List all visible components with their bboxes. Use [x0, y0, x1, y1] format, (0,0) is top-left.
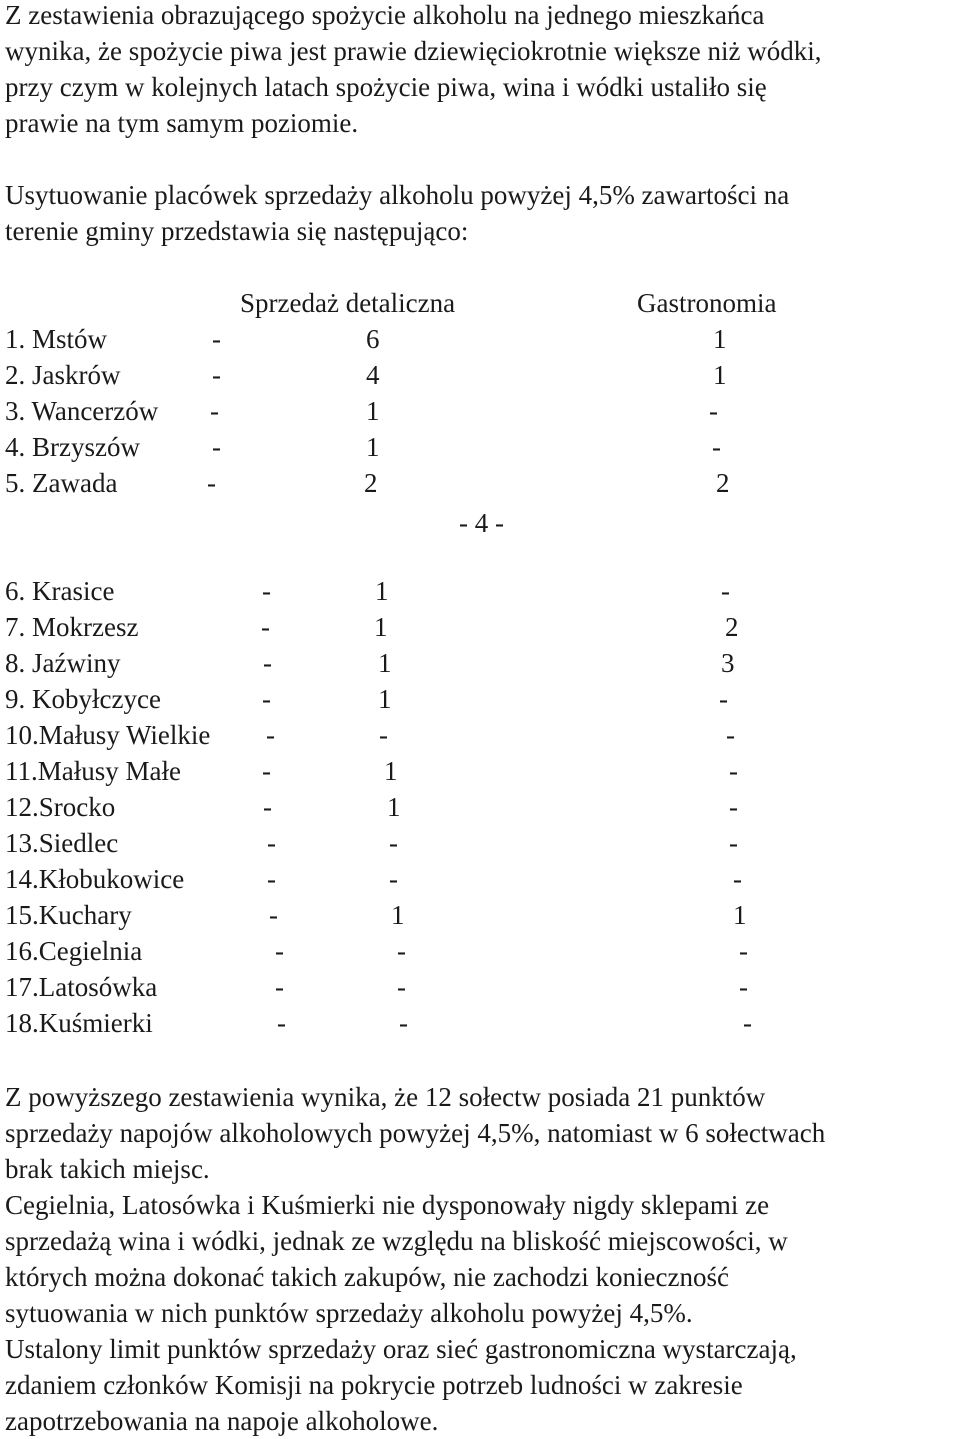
conclusion-line-8: Ustalony limit punktów sprzedaży oraz sieć gastronomiczna wystarczają, [5, 1334, 797, 1364]
page-number: - 4 - [459, 508, 504, 538]
row-gastronomy-count: 1 [713, 324, 727, 354]
row-gastronomy-count: - [712, 432, 721, 462]
row-locality: 3. Wancerzów [5, 396, 159, 426]
row-locality: 16.Cegielnia [5, 936, 143, 966]
conclusion-line-4: Cegielnia, Latosówka i Kuśmierki nie dysponowały nigdy sklepami ze [5, 1190, 770, 1220]
intro-line-3: przy czym w kolejnych latach spożycie piwa, wina i wódki ustaliło się [5, 72, 767, 102]
row-retail-count: - [399, 1008, 408, 1038]
row-retail-count: 1 [374, 612, 388, 642]
conclusion-line-2: sprzedaży napojów alkoholowych powyżej 4,5%, natomiast w 6 sołectwach [5, 1118, 826, 1148]
header-gastronomy: Gastronomia [637, 288, 777, 318]
row-retail-count: 6 [366, 324, 380, 354]
row-separator: - [277, 1008, 286, 1038]
row-separator: - [261, 612, 270, 642]
row-gastronomy-count: - [729, 828, 738, 858]
row-gastronomy-count: - [709, 396, 718, 426]
row-locality: 15.Kuchary [5, 900, 132, 930]
conclusion-line-1: Z powyższego zestawienia wynika, że 12 sołectw posiada 21 punktów [5, 1082, 766, 1112]
row-locality: 6. Krasice [5, 576, 115, 606]
row-gastronomy-count: - [719, 684, 728, 714]
row-separator: - [210, 396, 219, 426]
row-gastronomy-count: 2 [716, 468, 730, 498]
row-gastronomy-count: - [739, 936, 748, 966]
row-locality: 1. Mstów [5, 324, 108, 354]
row-retail-count: - [397, 972, 406, 1002]
row-retail-count: 1 [366, 432, 380, 462]
row-gastronomy-count: - [743, 1008, 752, 1038]
row-gastronomy-count: - [733, 864, 742, 894]
intro-line-2: wynika, że spożycie piwa jest prawie dziewięciokrotnie większe niż wódki, [5, 36, 822, 66]
intro-line-4: prawie na tym samym poziomie. [5, 108, 359, 138]
row-separator: - [212, 432, 221, 462]
row-separator: - [275, 936, 284, 966]
row-separator: - [267, 828, 276, 858]
row-separator: - [212, 324, 221, 354]
row-retail-count: 4 [366, 360, 380, 390]
row-locality: 12.Srocko [5, 792, 116, 822]
row-retail-count: 1 [378, 684, 392, 714]
conclusion-line-3: brak takich miejsc. [5, 1154, 210, 1184]
row-gastronomy-count: 1 [713, 360, 727, 390]
row-separator: - [262, 756, 271, 786]
row-gastronomy-count: 2 [725, 612, 739, 642]
row-separator: - [269, 900, 278, 930]
conclusion-line-7: sytuowania w nich punktów sprzedaży alkoholu powyżej 4,5%. [5, 1298, 693, 1328]
placement-line-2: terenie gminy przedstawia się następująco: [5, 216, 469, 246]
row-gastronomy-count: - [729, 756, 738, 786]
row-retail-count: - [389, 828, 398, 858]
row-separator: - [207, 468, 216, 498]
row-retail-count: 1 [387, 792, 401, 822]
row-locality: 13.Siedlec [5, 828, 119, 858]
row-retail-count: 1 [375, 576, 389, 606]
row-separator: - [263, 648, 272, 678]
row-separator: - [262, 576, 271, 606]
row-gastronomy-count: 3 [721, 648, 735, 678]
row-locality: 10.Małusy Wielkie [5, 720, 211, 750]
conclusion-line-9: zdaniem członków Komisji na pokrycie potrzeb ludności w zakresie [5, 1370, 743, 1400]
row-gastronomy-count: - [721, 576, 730, 606]
row-retail-count: - [389, 864, 398, 894]
placement-line-1: Usytuowanie placówek sprzedaży alkoholu powyżej 4,5% zawartości na [5, 180, 790, 210]
row-gastronomy-count: - [739, 972, 748, 1002]
row-locality: 14.Kłobukowice [5, 864, 185, 894]
conclusion-line-10: zapotrzebowania na napoje alkoholowe. [5, 1406, 439, 1436]
row-separator: - [212, 360, 221, 390]
row-retail-count: 1 [378, 648, 392, 678]
row-locality: 11.Małusy Małe [5, 756, 181, 786]
header-retail: Sprzedaż detaliczna [240, 288, 456, 318]
row-locality: 9. Kobyłczyce [5, 684, 161, 714]
row-retail-count: - [397, 936, 406, 966]
row-separator: - [275, 972, 284, 1002]
row-locality: 2. Jaskrów [5, 360, 121, 390]
row-separator: - [266, 720, 275, 750]
row-retail-count: 1 [391, 900, 405, 930]
row-separator: - [263, 792, 272, 822]
row-locality: 17.Latosówka [5, 972, 158, 1002]
row-retail-count: - [379, 720, 388, 750]
row-retail-count: 2 [364, 468, 378, 498]
row-gastronomy-count: - [729, 792, 738, 822]
row-locality: 7. Mokrzesz [5, 612, 139, 642]
row-retail-count: 1 [384, 756, 398, 786]
row-gastronomy-count: 1 [733, 900, 747, 930]
row-locality: 8. Jaźwiny [5, 648, 121, 678]
row-separator: - [267, 864, 276, 894]
row-separator: - [262, 684, 271, 714]
row-locality: 5. Zawada [5, 468, 118, 498]
conclusion-line-5: sprzedażą wina i wódki, jednak ze względu na bliskość miejscowości, w [5, 1226, 788, 1256]
row-locality: 4. Brzyszów [5, 432, 140, 462]
row-retail-count: 1 [366, 396, 380, 426]
conclusion-line-6: których można dokonać takich zakupów, nie zachodzi konieczność [5, 1262, 729, 1292]
row-locality: 18.Kuśmierki [5, 1008, 153, 1038]
row-gastronomy-count: - [726, 720, 735, 750]
intro-line-1: Z zestawienia obrazującego spożycie alkoholu na jednego mieszkańca [5, 0, 765, 30]
